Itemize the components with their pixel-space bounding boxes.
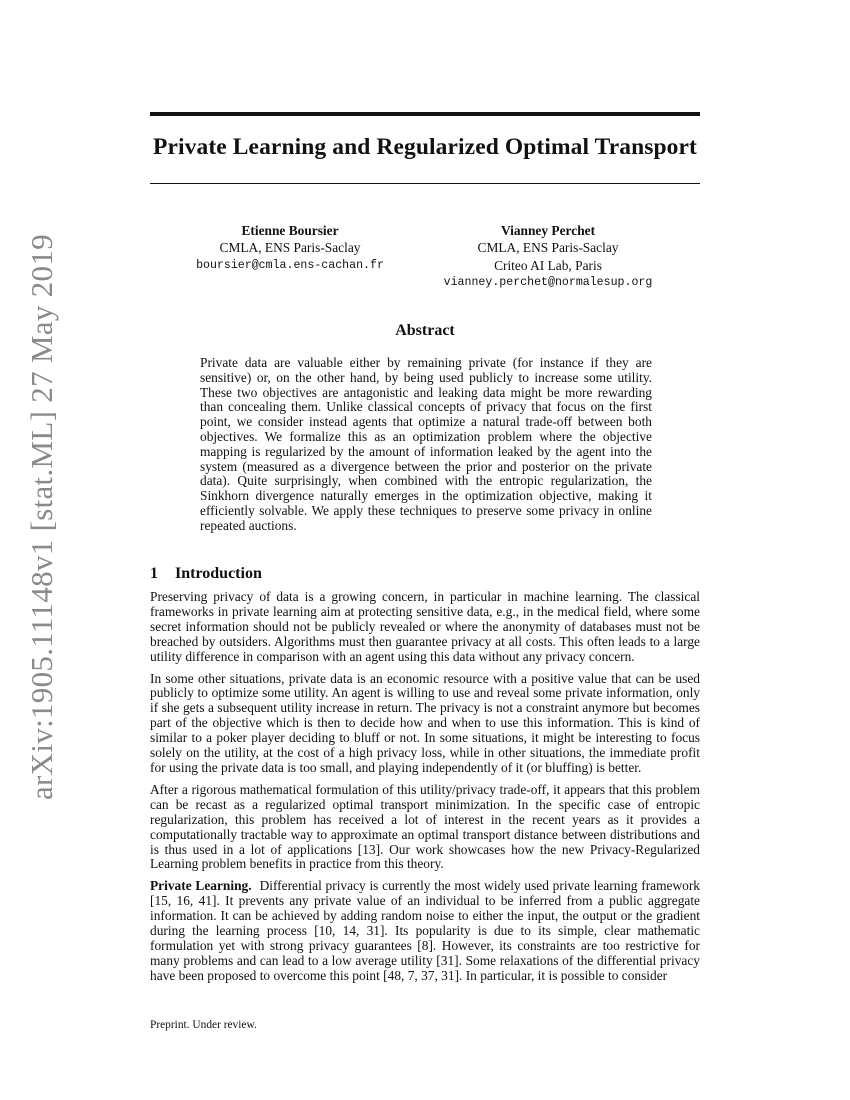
author-name: Vianney Perchet <box>500 223 596 238</box>
abstract-text: Private data are valuable either by remaining private (for instance if they are sensitive) or, on the other hand, by being used publicly to increase some utility. These two objectives are antagonistic and leaking data might be more rewarding than concealing them. Unlike classical concepts of privacy that focus on the first point, we consider instead agents that optimize a natural trade-off between both objectives. We formalize this as an optimization problem where the objective mapping is regularized by the amount of information leaked by the agent into the system (measured as a divergence between the prior and posterior on the private data). Quite surprisingly, when combined with the entropic regularization, the Sinkhorn divergence naturally emerges in the optimization objective, making it efficiently solvable. We apply these techniques to preserve some privacy in online repeated auctions. <box>200 355 652 533</box>
run-in-heading: Private Learning. <box>150 878 252 894</box>
section-heading <box>150 565 700 583</box>
author-name: Etienne Boursier <box>241 223 339 238</box>
paragraph-text: Differential privacy is currently the most widely used private learning framework [15, 16, 41]. It prevents any private value of an individual to be inferred from a public aggregate information. It can be achieved by adding random noise to either the input, the output or the gradient during the learning process [10, 14, 31]. Its popularity is due to its simple, clear mathematic formulation yet with strong privacy guarantees [8]. However, its constraints are too restrictive for many problems and can lead to a low average utility [31]. Some relaxations of the differential privacy have been proposed to overcome this point [48, 7, 37, 31]. In particular, it is possible to consider <box>150 878 700 983</box>
paragraph: Preserving privacy of data is a growing concern, in particular in machine learning. The classical frameworks in private learning aim at protecting sensitive data, e.g., in the medical field, where some secret information should not be publicly revealed or where the anonymity of databases must not be breached by outsiders. Algorithms must then guarantee privacy at all costs. This often leads to a large utility difference in comparison with an agent using this data without any privacy concern. <box>150 589 700 664</box>
author-block-2 <box>430 222 666 292</box>
footer-note: Preprint. Under review. <box>150 1019 257 1031</box>
section-number: 1 <box>150 565 158 582</box>
author-email[interactable]: vianney.perchet@normalesup.org <box>443 276 653 290</box>
private-learning-paragraph <box>150 879 700 983</box>
author-affiliation: CMLA, ENS Paris-Saclay <box>477 240 619 256</box>
paragraph: In some other situations, private data is an economic resource with a positive value that can be used publicly to optimize some utility. An agent is willing to use and reveal some private information, only if she gets a subsequent utility increase in return. The privacy is not a constraint anymore but becomes part of the objective which is then to decide how and when to use this information. This is kind of similar to a poker player deciding to bluff or not. In some situations, it might be interesting to focus solely on the utility, at the cost of a high privacy loss, while in other situations, the immediate profit for using the private data is too small, and playing independently of it (or bluffing) is better. <box>150 670 700 775</box>
author-email[interactable]: boursier@cmla.ens-cachan.fr <box>196 258 384 272</box>
author-affiliation: Criteo AI Lab, Paris <box>494 257 602 273</box>
author-block-1 <box>180 222 400 274</box>
arxiv-identifier[interactable]: arXiv:1905.11148v1 [stat.ML] 27 May 2019 <box>24 234 59 800</box>
abstract-heading: Abstract <box>395 322 455 339</box>
paper-title: Private Learning and Regularized Optimal Transport <box>153 134 697 160</box>
paragraph: After a rigorous mathematical formulation of this utility/privacy trade-off, it appears that this problem can be recast as a regularized optimal transport minimization. In the specific case of entropic regularization, this problem has received a lot of interest in the recent years as it provides a computationally tractable way to approximate an optimal transport distance between distributions and is thus used in a lot of applications [13]. Our work showcases how the new Privacy-Regularized Learning problem benefits in practice from this theory. <box>150 781 700 872</box>
title-bottom-rule <box>150 183 700 184</box>
title-top-rule <box>150 112 700 116</box>
section-title: Introduction <box>175 565 262 582</box>
introduction-body <box>150 590 700 991</box>
author-affiliation: CMLA, ENS Paris-Saclay <box>219 240 361 256</box>
